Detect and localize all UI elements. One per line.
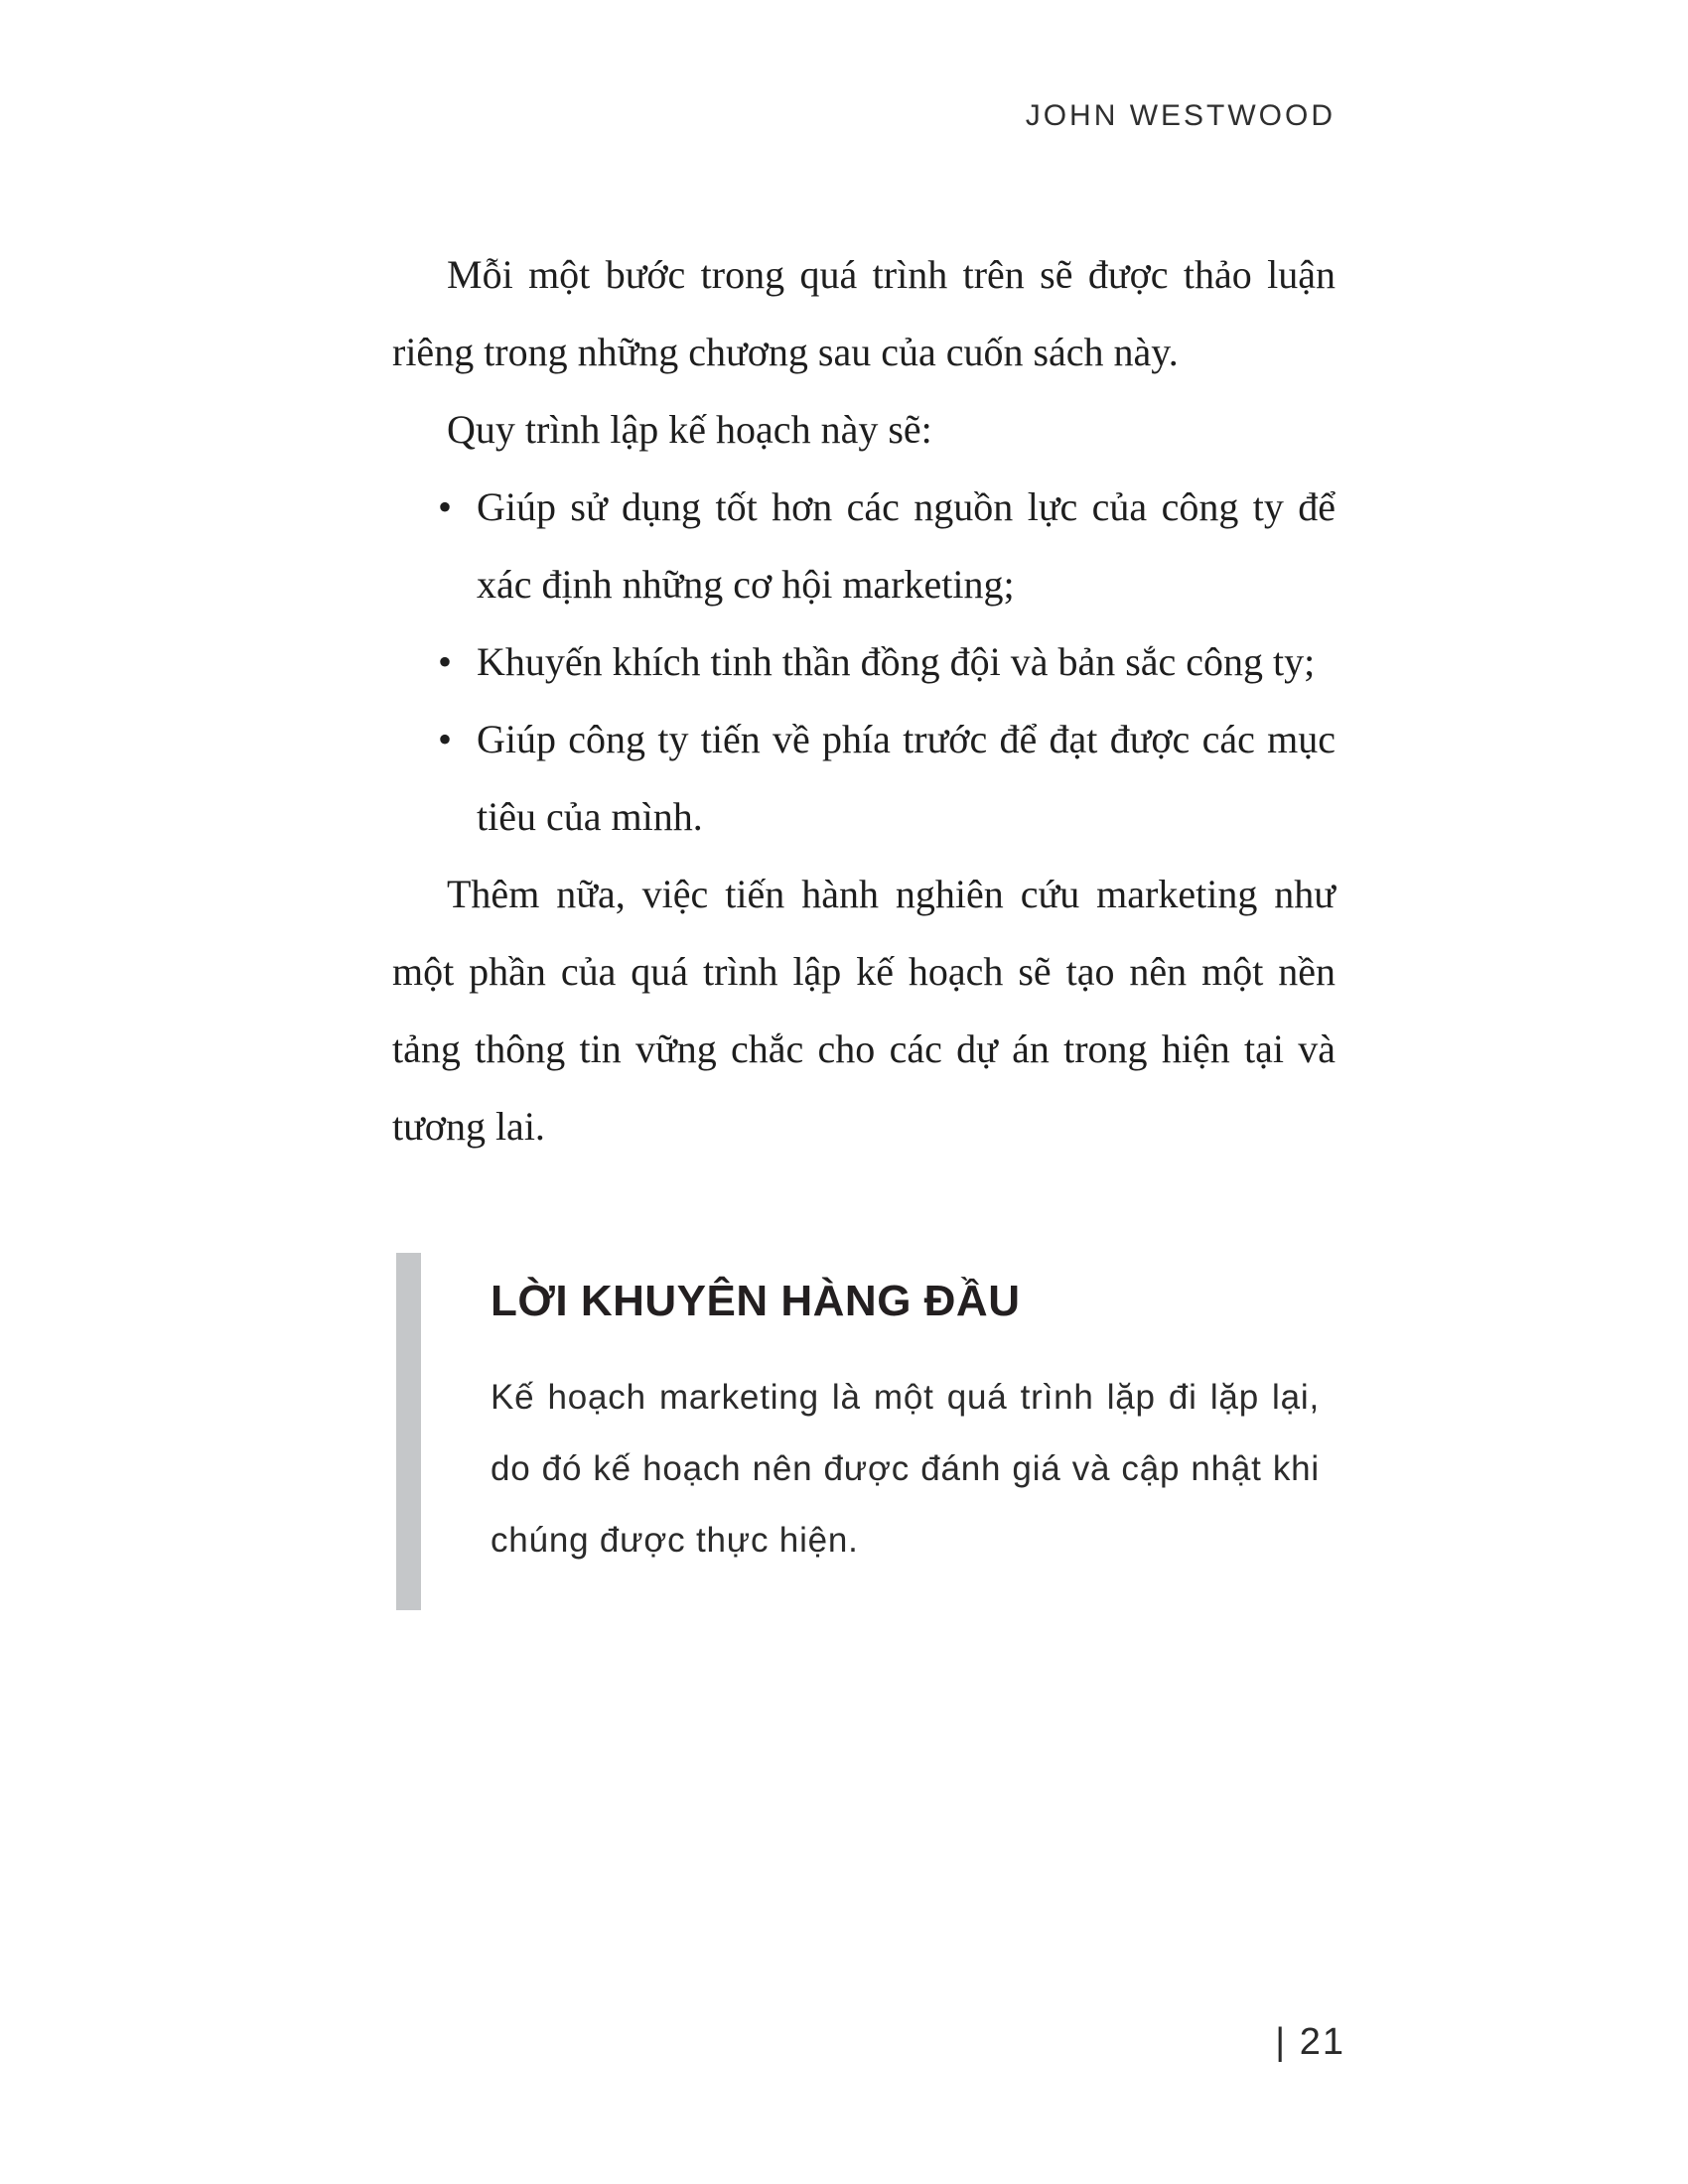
running-header-author: JOHN WESTWOOD (1025, 99, 1336, 132)
paragraph-intro: Mỗi một bước trong quá trình trên sẽ được thảo luận riêng trong những chương sau của cuốn sách này. (392, 252, 1336, 374)
list-item-text: Khuyến khích tinh thần đồng đội và bản sắc công ty; (477, 639, 1316, 684)
bullet-icon: • (438, 484, 453, 529)
bullet-icon: • (438, 639, 453, 684)
callout-content (421, 1253, 1320, 1610)
paragraph-lead-in: Quy trình lập kế hoạch này sẽ: (447, 407, 932, 452)
list-item-text: Giúp sử dụng tốt hơn các nguồn lực của công ty để xác định những cơ hội marketing; (477, 484, 1336, 607)
bullet-list (392, 469, 1336, 856)
top-tip-callout (396, 1253, 1330, 1610)
callout-accent-bar (396, 1253, 421, 1610)
list-item (392, 469, 1336, 623)
list-item (392, 623, 1336, 701)
list-item-text: Giúp công ty tiến về phía trước để đạt được các mục tiêu của mình. (477, 717, 1336, 839)
page-body (392, 236, 1336, 1165)
page-number: | 21 (1275, 2021, 1345, 2063)
bullet-icon: • (438, 717, 453, 761)
callout-body-text: Kế hoạch marketing là một quá trình lặp đi lặp lại, do đó kế hoạch nên được đánh giá và cập nhật khi chúng được thực hiện. (491, 1378, 1320, 1560)
list-item (392, 701, 1336, 856)
paragraph-closing: Thêm nữa, việc tiến hành nghiên cứu marketing như một phần của quá trình lập kế hoạch sẽ tạo nên một nền tảng thông tin vững chắc cho các dự án trong hiện tại và tương lai. (392, 872, 1336, 1149)
callout-title: LỜI KHUYÊN HÀNG ĐẦU (491, 1277, 1021, 1325)
